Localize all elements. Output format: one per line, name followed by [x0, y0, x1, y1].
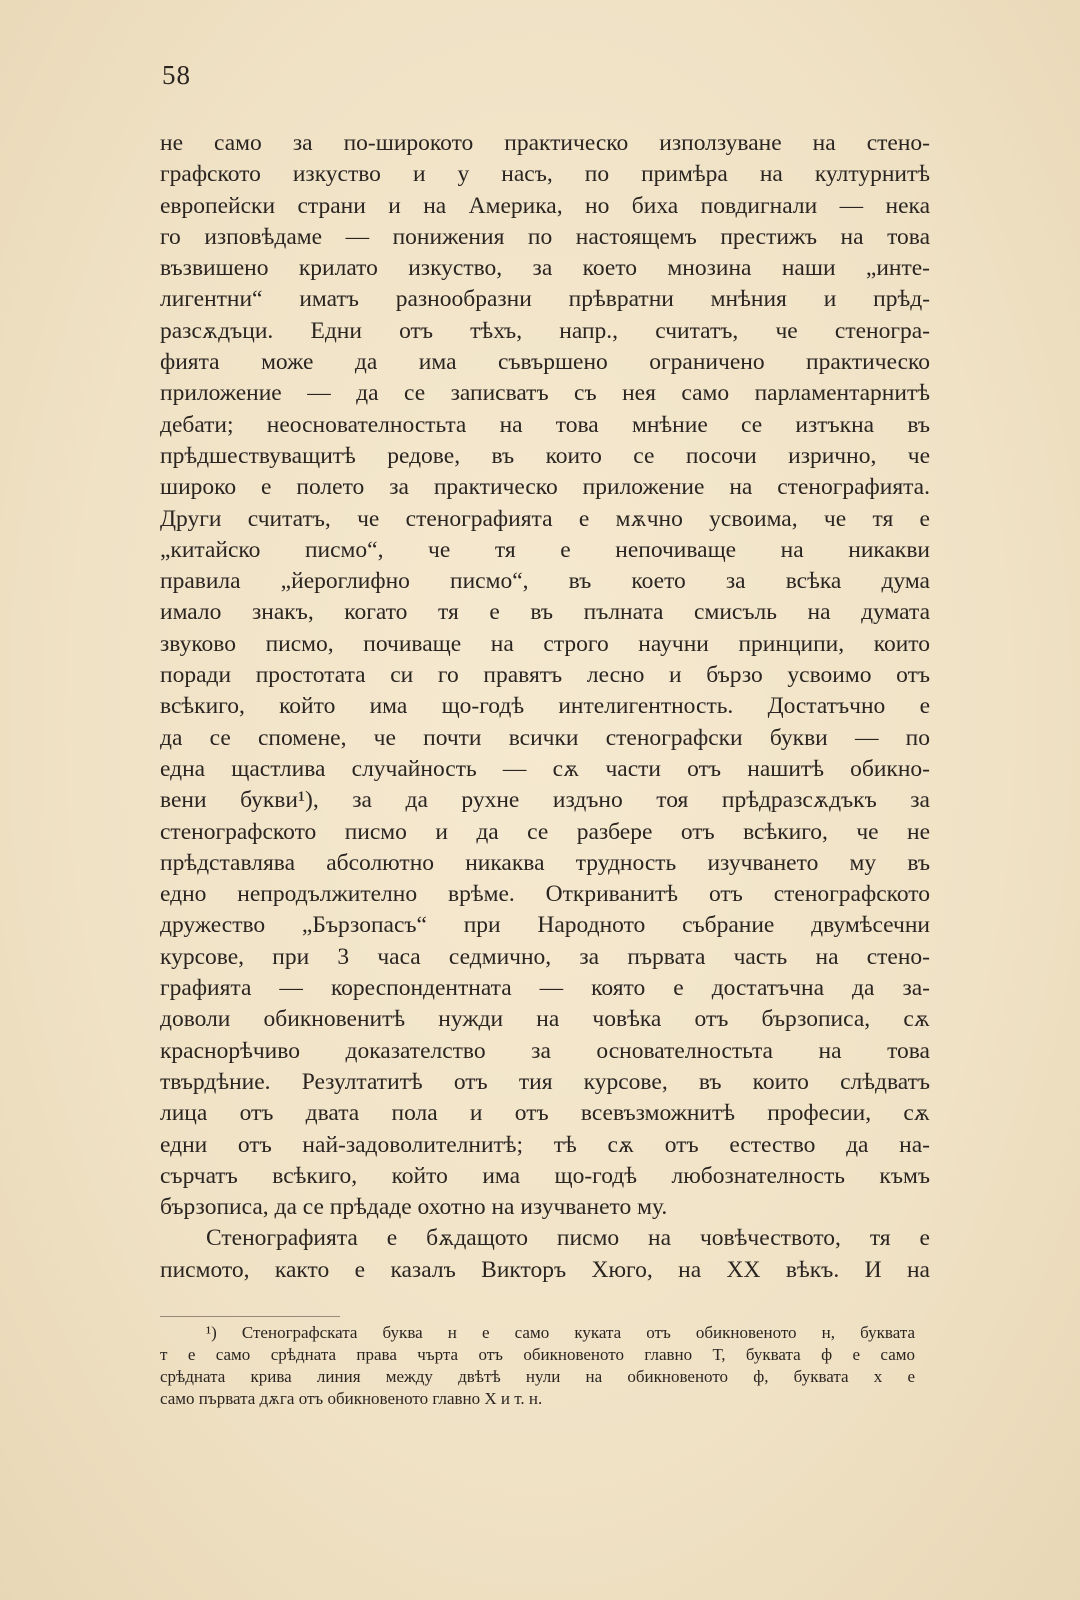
text-line: разсѫдъци. Едни отъ тѣхъ, напр., считатъ, че стеногра-	[160, 317, 930, 344]
page-number: 58	[162, 60, 191, 90]
text-line: една щастлива случайность — сѫ части отъ нашитѣ обикно-	[160, 755, 930, 782]
text-line: правила „йероглифно писмо“, въ което за всѣка дума	[160, 568, 930, 595]
footnote-line: т е само срѣдната права чърта отъ обикновеното главно Т, буквата ф е само	[160, 1345, 915, 1364]
text-line: краснорѣчиво доказателство за основателностьта на това	[160, 1037, 930, 1064]
text-line: вени букви¹), за да рухне издъно тоя прѣдразсѫдъкъ за	[160, 787, 930, 814]
text-line: възвишено крилато изкуство, за което мнозина наши „инте-	[160, 255, 930, 282]
text-line: лигентни“ иматъ разнообразни прѣвратни мнѣния и прѣд-	[160, 286, 930, 313]
footnote-line: само първата дѫга отъ обикновеното главно Х и т. н.	[160, 1389, 543, 1408]
text-line: дебати; неоснователностьта на това мнѣние се изтъкна въ	[160, 411, 930, 438]
text-line: имало знакъ, когато тя е въ пълната смисъль на думата	[160, 599, 930, 626]
body-text	[160, 128, 930, 1286]
text-line: фията може да има съвършено ограничено практическо	[160, 349, 930, 376]
footnote-line: срѣдната крива линия между двѣтѣ нули на обикновеното ф, буквата х е	[160, 1367, 915, 1386]
text-line: сърчатъ всѣкиго, който има що-годѣ любознателность къмъ	[160, 1162, 930, 1189]
text-line: бързописа, да се прѣдаде охотно на изучването му.	[160, 1194, 668, 1221]
text-line: звуково писмо, почиваще на строго научни принципи, които	[160, 630, 930, 657]
text-line: доволи обикновенитѣ нужди на човѣка отъ бързописа, сѫ	[160, 1006, 930, 1033]
text-line: поради простотата си го правятъ лесно и бързо усвоимо отъ	[160, 662, 930, 689]
text-line: графията — кореспондентната — която е достатъчна да за-	[160, 975, 930, 1002]
text-line: прѣдставлява абсолютно никаква трудность изучването му въ	[160, 849, 930, 876]
text-line: писмото, както е казалъ Викторъ Хюго, на XX вѣкъ. И на	[160, 1256, 930, 1283]
text-line: прѣдшествуващитѣ редове, въ които се посочи изрично, че	[160, 442, 930, 469]
text-line: приложение — да се записватъ съ нея само парламентарнитѣ	[160, 380, 930, 407]
text-line: „китайско писмо“, че тя е непочиваще на никакви	[160, 536, 930, 563]
text-line: Стенографията е бѫдащото писмо на човѣчеството, тя е	[206, 1225, 930, 1252]
text-line: европейски страни и на Америка, но биха повдигнали — нека	[160, 192, 930, 219]
text-line: стенографското писмо и да се разбере отъ всѣкиго, че не	[160, 818, 930, 845]
text-line: Други считатъ, че стенографията е мѫчно усвоима, че тя е	[160, 505, 930, 532]
text-line: твърдѣние. Резултатитѣ отъ тия курсове, въ които слѣдватъ	[160, 1068, 930, 1095]
text-line: едни отъ най-задоволителнитѣ; тѣ сѫ отъ естество да на-	[160, 1131, 930, 1158]
text-line: да се спомене, че почти всички стенографски букви — по	[160, 724, 930, 751]
text-line: графското изкуство и у насъ, по примѣра на културнитѣ	[160, 161, 930, 188]
footnote-line: ¹) Стенографската буква н е само куката отъ обикновеното н, буквата	[206, 1323, 915, 1342]
text-line: не само за по-широкото практическо използуване на стено-	[160, 130, 930, 156]
text-line: курсове, при 3 часа седмично, за първата часть на стено-	[160, 943, 930, 970]
footnote-divider	[160, 1316, 340, 1317]
text-line: широко е полето за практическо приложение на стенографията.	[160, 474, 930, 501]
text-line: всѣкиго, който има що-годѣ интелигентность. Достатъчно е	[160, 693, 930, 720]
text-line: го изповѣдаме — понижения по настоящемъ престижъ на това	[160, 223, 930, 250]
text-line: дружество „Бързопасъ“ при Народното събрание двумѣсечни	[160, 912, 930, 939]
text-line: лица отъ двата пола и отъ всевъзможнитѣ професии, сѫ	[160, 1100, 930, 1127]
footnote	[160, 1322, 915, 1410]
text-line: едно непродължително врѣме. Откриванитѣ отъ стенографското	[160, 881, 930, 908]
